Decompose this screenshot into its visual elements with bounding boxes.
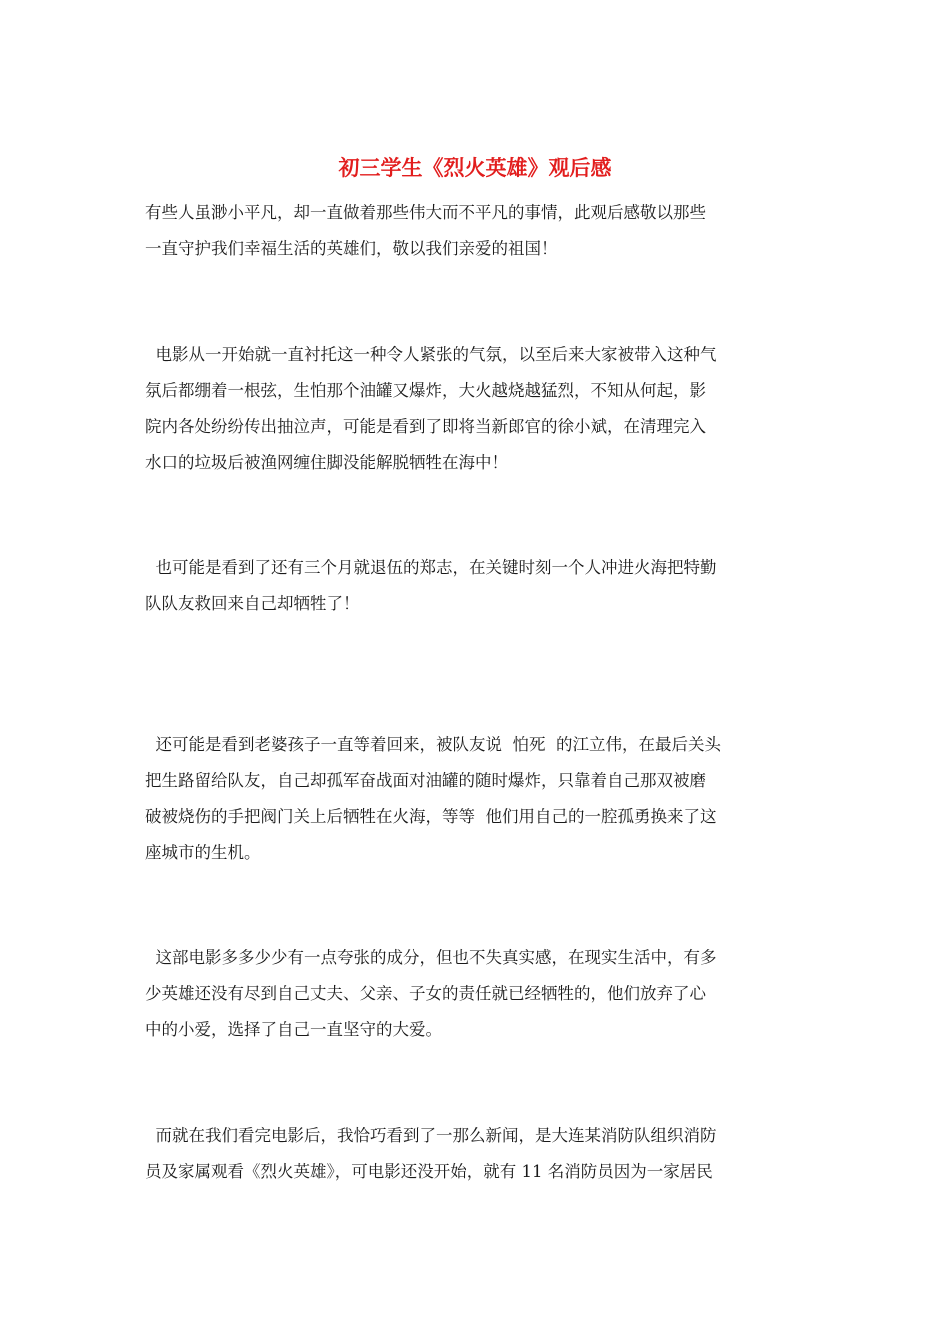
text-line: 还可能是看到老婆孩子一直等着回来，被队友说 怕死 的江立伟，在最后关头 [145, 735, 721, 754]
text-line: 也可能是看到了还有三个月就退伍的郑志，在关键时刻一个人冲进火海把特勤 [145, 558, 717, 577]
paragraph-news [145, 1118, 810, 1190]
document-title: 初三学生《烈火英雄》观后感 [338, 155, 612, 180]
paragraph-atmosphere [145, 337, 810, 481]
paragraph-jiang-liwei [145, 727, 810, 871]
text-line: 电影从一开始就一直衬托这一种令人紧张的气氛，以至后来大家被带入这种气 [145, 345, 717, 364]
paragraph-zheng-zhi [145, 550, 810, 622]
paragraph-intro [145, 195, 810, 267]
text-line: 队队友救回来自己却牺牲了！ [145, 594, 360, 613]
text-line: 而就在我们看完电影后，我恰巧看到了一那么新闻，是大连某消防队组织消防 [145, 1126, 717, 1145]
text-line: 有些人虽渺小平凡，却一直做着那些伟大而不平凡的事情，此观后感敬以那些 [145, 203, 706, 222]
text-line: 少英雄还没有尽到自己丈夫、父亲、子女的责任就已经牺牲的，他们放弃了心 [145, 984, 706, 1003]
text-line: 水口的垃圾后被渔网缠住脚没能解脱牺牲在海中！ [145, 453, 508, 472]
text-line: 把生路留给队友，自己却孤军奋战面对油罐的随时爆炸，只靠着自己那双被磨 [145, 771, 706, 790]
text-line: 氛后都绷着一根弦，生怕那个油罐又爆炸，大火越烧越猛烈，不知从何起，影 [145, 381, 706, 400]
text-line: 破被烧伤的手把阀门关上后牺牲在火海，等等 他们用自己的一腔孤勇换来了这 [145, 807, 717, 826]
text-line: 院内各处纷纷传出抽泣声，可能是看到了即将当新郎官的徐小斌，在清理完入 [145, 417, 706, 436]
text-line: 座城市的生机。 [145, 843, 261, 862]
text-line: 员及家属观看《烈火英雄》，可电影还没开始，就有 11 名消防员因为一家居民 [145, 1162, 713, 1181]
text-line: 中的小爱，选择了自己一直坚守的大爱。 [145, 1020, 442, 1039]
paragraph-reflection [145, 940, 810, 1048]
text-line: 一直守护我们幸福生活的英雄们，敬以我们亲爱的祖国！ [145, 239, 558, 258]
text-line: 这部电影多多少少有一点夸张的成分，但也不失真实感，在现实生活中，有多 [145, 948, 717, 967]
